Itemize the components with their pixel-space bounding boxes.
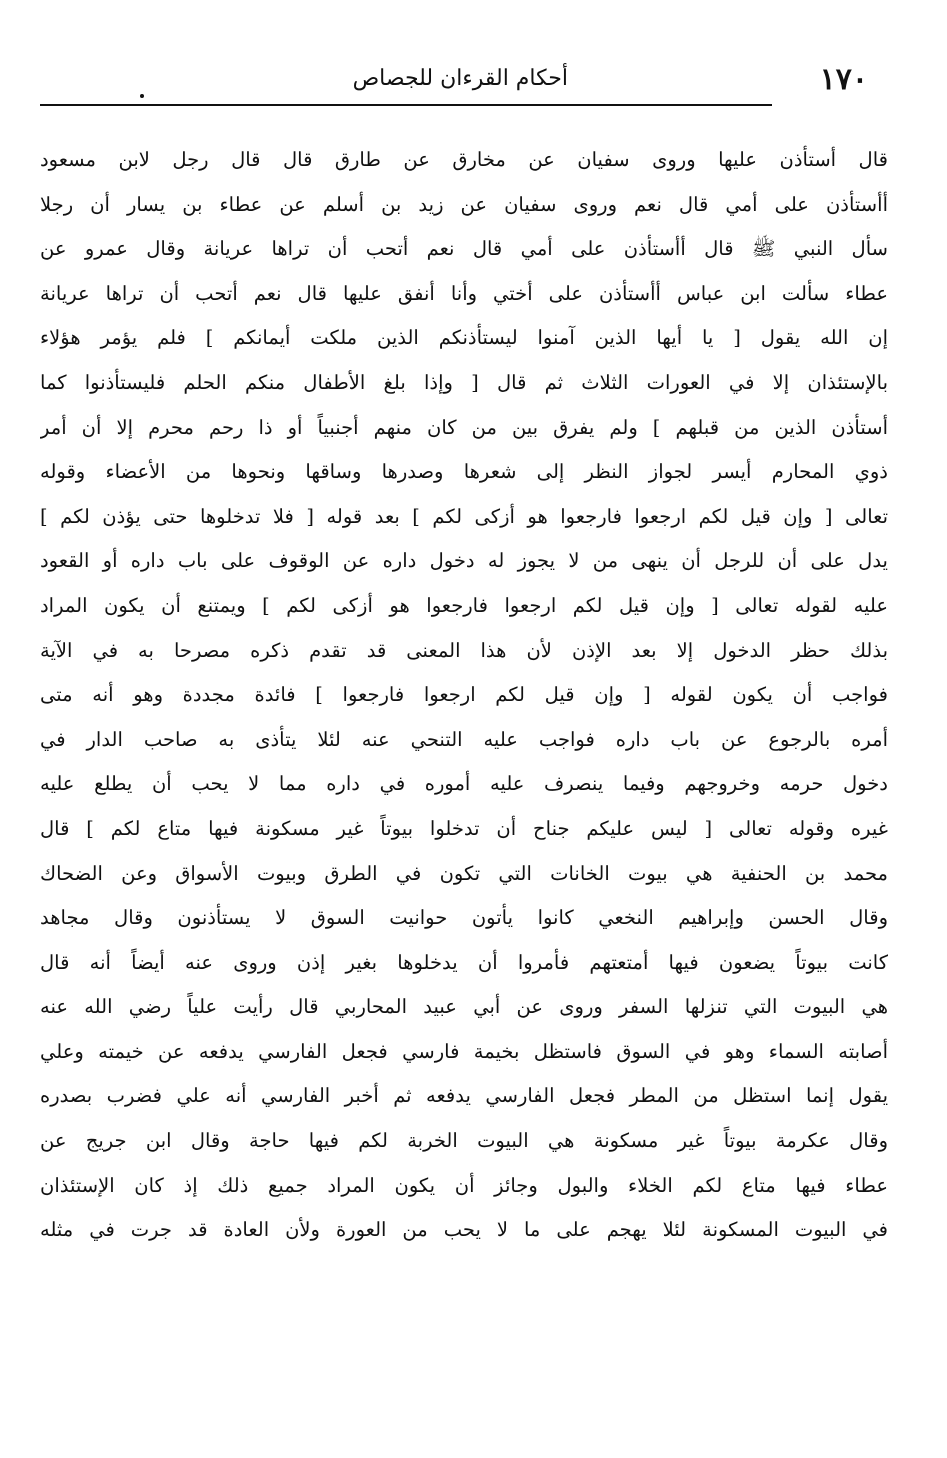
text-line: عليه لقوله تعالى [ وإن قيل لكم ارجعوا فارجعوا هو أزكى لكم ] ويمتنع أن يكون المراد [40, 593, 888, 617]
text-line: غيره وقوله تعالى [ ليس عليكم جناح أن تدخلوا بيوتاً غير مسكونة فيها متاع لكم ] قال [40, 816, 888, 840]
text-line: دخول حرمه وخروجهم وفيما ينصرف عليه أموره في داره مما لا يحب أن يطلع عليه [40, 772, 888, 796]
header-rule [40, 104, 772, 106]
text-line: سأل النبي ﷺ قال أأستأذن على أمي قال نعم أتحب أن تراها عريانة وقال عمرو عن [40, 237, 888, 261]
page-number: ١٧٠ [819, 62, 868, 97]
text-line: إن الله يقول [ يا أيها الذين آمنوا ليستأذنكم الذين ملكت أيمانكم ] فلم يؤمر هؤلاء [40, 326, 888, 350]
page-header [40, 58, 868, 104]
text-line: عطاء سألت ابن عباس أأستأذن على أختي وأنا أنفق عليها قال نعم أتحب أن تراها عريانة [40, 281, 888, 305]
text-line: أستأذن الذين من قبلهم ] ولم يفرق بين من كان منهم أجنبياً أو ذا رحم محرم إلا أن أمر [40, 415, 888, 439]
text-line: في البيوت المسكونة لئلا يهجم على ما لا يحب من العورة ولأن العادة قد جرت في مثله [40, 1218, 888, 1242]
text-line: وقال الحسن وإبراهيم النخعي كانوا يأتون حوانيت السوق لا يستأذنون وقال مجاهد [40, 906, 888, 930]
text-line: أأستأذن على أمي قال نعم وروى سفيان عن زيد بن أسلم عن عطاء بن يسار أن رجلا [40, 192, 888, 216]
text-line: أمره بالرجوع عن باب داره فواجب عليه التنحي عنه لئلا يتأذى به صاحب الدار في [40, 727, 888, 751]
text-line: تعالى [ وإن قيل لكم ارجعوا فارجعوا هو أزكى لكم ] بعد قوله [ فلا تدخلوها حتى يؤذن لكم ] [40, 504, 888, 528]
body-text [40, 138, 888, 1253]
text-line: عطاء فيها متاع لكم الخلاء والبول وجائز أن يكون المراد جميع ذلك إذ كان الإستئذان [40, 1173, 888, 1197]
text-line: فواجب أن يكون لقوله [ وإن قيل لكم ارجعوا فارجعوا ] فائدة مجددة وهو أنه متى [40, 683, 888, 707]
text-line: ذوي المحارم أيسر لجواز النظر إلى شعرها وصدرها وساقها ونحوها من الأعضاء وقوله [40, 460, 888, 484]
text-line: بالإستئذان إلا في العورات الثلاث ثم قال [ وإذا بلغ الأطفال منكم الحلم فليستأذنوا كما [40, 370, 888, 394]
text-line: محمد بن الحنفية هي بيوت الخانات التي تكون في الطرق وبيوت الأسواق وعن الضحاك [40, 861, 888, 885]
running-title: أحكام القرءان للجصاص [352, 66, 568, 91]
header-dot [140, 94, 144, 98]
text-line: أصابته السماء وهو في السوق فاستظل بخيمة فارسي فجعل الفارسي يدفعه عن خيمته وعلي [40, 1039, 888, 1063]
text-line: يدل على أن للرجل أن ينهى من لا يجوز له دخول داره عن الوقوف على باب داره أو القعود [40, 549, 888, 573]
text-line: كانت بيوتاً يضعون فيها أمتعتهم فأمروا أن يدخلوها بغير إذن وروى عنه أيضاً أنه قال [40, 950, 888, 974]
text-line: هي البيوت التي تنزلها السفر وروى عن أبي عبيد المحاربي قال رأيت علياً رضي الله عنه [40, 995, 888, 1019]
text-line: بذلك حظر الدخول إلا بعد الإذن لأن هذا المعنى قد تقدم ذكره مصرحا به في الآية [40, 638, 888, 662]
text-line: يقول إنما استظل من المطر فجعل الفارسي يدفعه ثم أخبر الفارسي أنه علي فضرب بصدره [40, 1084, 888, 1108]
text-line: وقال عكرمة بيوتاً غير مسكونة هي البيوت الخربة لكم فيها حاجة وقال ابن جريج عن [40, 1129, 888, 1153]
text-line: قال أستأذن عليها وروى سفيان عن مخارق عن طارق قال قال رجل لابن مسعود [40, 148, 888, 171]
